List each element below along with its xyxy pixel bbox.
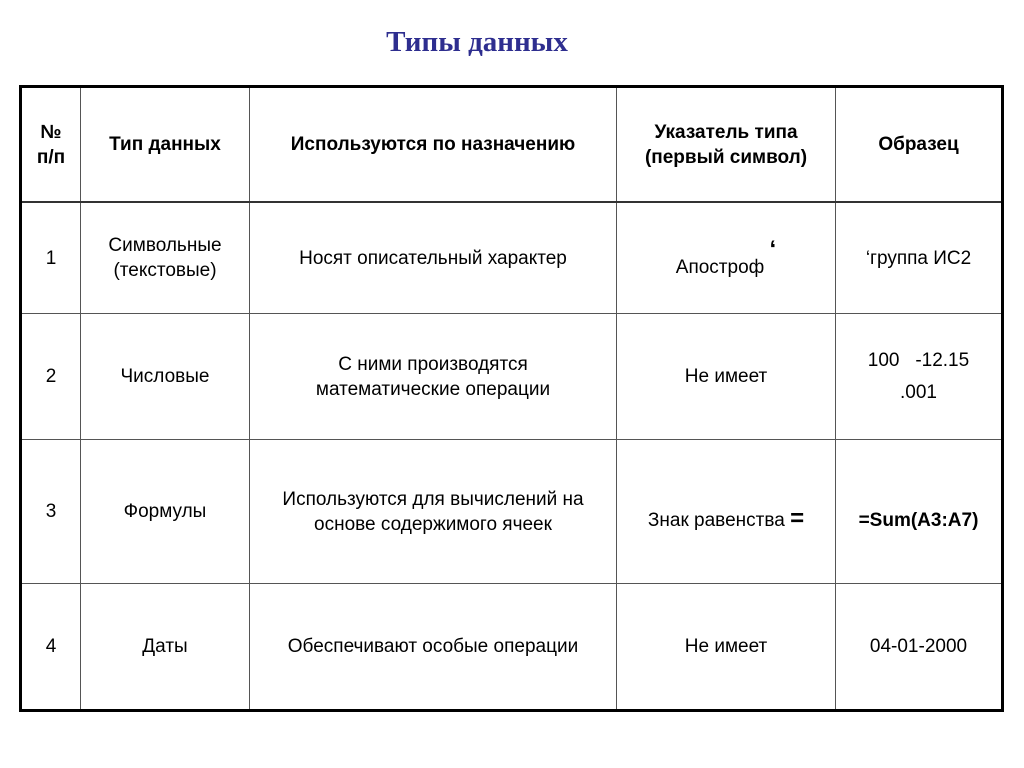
indicator-symbol: ‘ <box>769 235 777 263</box>
cell-purpose: Обеспечивают особые операции <box>250 584 617 711</box>
indicator-symbol: = <box>790 505 805 532</box>
header-sample: Образец <box>836 87 1003 203</box>
table-row <box>21 440 1003 584</box>
header-type: Тип данных <box>81 87 250 203</box>
cell-indicator <box>617 202 836 314</box>
table-row <box>21 584 1003 711</box>
table-row <box>21 202 1003 314</box>
cell-indicator <box>617 440 836 584</box>
indicator-text: Апостроф <box>675 256 765 278</box>
indicator-text: Знак равенства <box>647 510 785 531</box>
header-purpose: Используются по назначению <box>250 87 617 203</box>
cell-sample: ‘группа ИС2 <box>836 202 1003 314</box>
cell-number: 4 <box>21 584 81 711</box>
data-types-table <box>19 85 1004 712</box>
cell-sample: 04-01-2000 <box>836 584 1003 711</box>
cell-type: Числовые <box>81 314 250 440</box>
cell-sample: =Sum(A3:A7) <box>836 440 1003 584</box>
cell-indicator: Не имеет <box>617 314 836 440</box>
slide-title: Типы данных <box>386 26 568 58</box>
cell-purpose: Используются для вычислений на основе содержимого ячеек <box>250 440 617 584</box>
cell-indicator: Не имеет <box>617 584 836 711</box>
header-indicator: Указатель типа (первый символ) <box>617 87 836 203</box>
cell-type: Формулы <box>81 440 250 584</box>
cell-sample: 100 -12.15 .001 <box>836 314 1003 440</box>
cell-number: 3 <box>21 440 81 584</box>
cell-purpose: Носят описательный характер <box>250 202 617 314</box>
cell-purpose: С ними производятся математические операции <box>250 314 617 440</box>
header-number: № п/п <box>21 87 81 203</box>
table-row <box>21 314 1003 440</box>
header-row <box>21 87 1003 203</box>
cell-number: 1 <box>21 202 81 314</box>
cell-type: Символьные (текстовые) <box>81 202 250 314</box>
cell-number: 2 <box>21 314 81 440</box>
cell-type: Даты <box>81 584 250 711</box>
